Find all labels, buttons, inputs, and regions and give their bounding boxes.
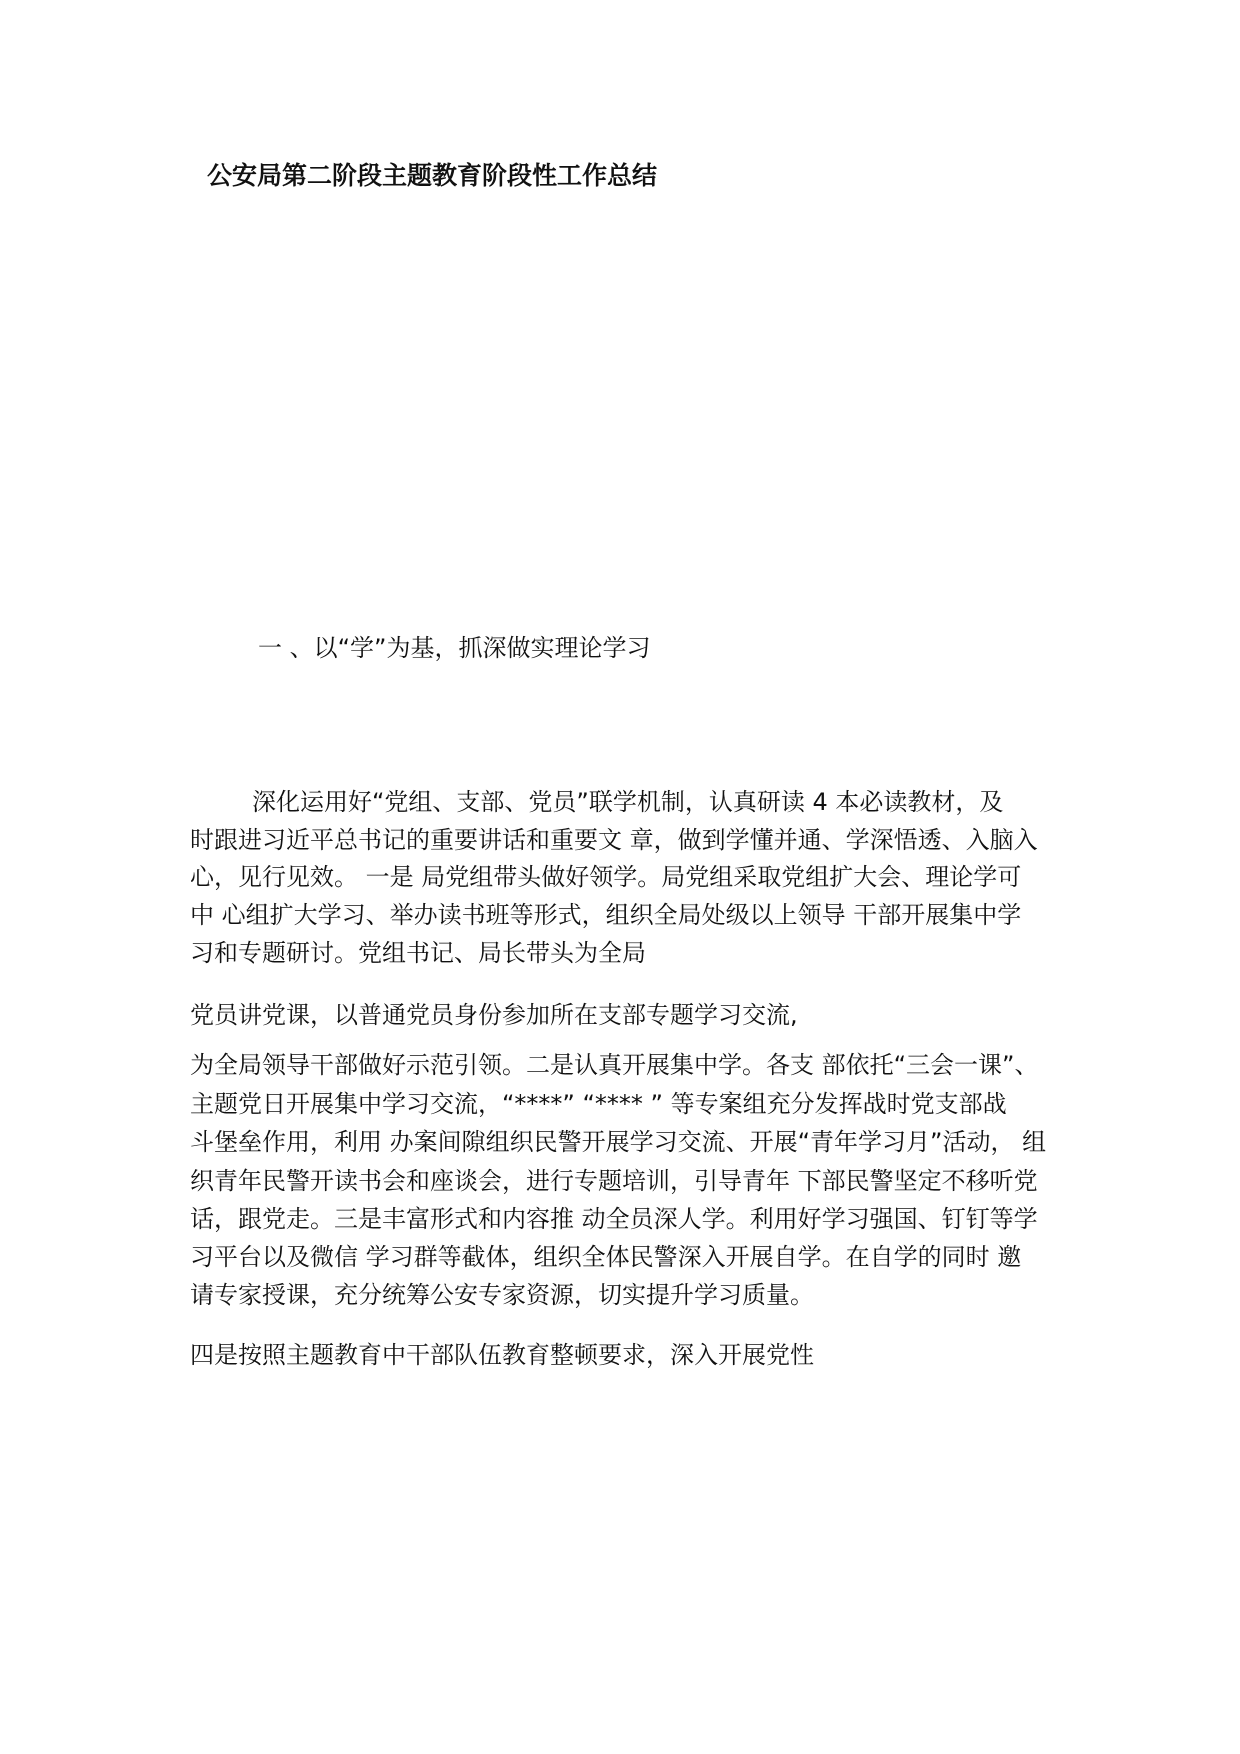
paragraph-3-line-4: 织青年民警开读书会和座谈会，进行专题培训，引导青年 下部民警坚定不移听党 [190,1167,1038,1195]
paragraph-1-line-5: 习和专题研讨。党组书记、局长带头为全局 [190,939,646,967]
paragraph-1-line-1: 深化运用好“党组、支部、党员”联学机制，认真研读 4 本必读教材，及 [252,788,1004,816]
paragraph-2-line-1: 党员讲党课，以普通党员身份参加所在支部专题学习交流, [190,1001,798,1029]
paragraph-3-line-6: 习平台以及微信 学习群等截体，组织全体民警深入开展自学。在自学的同时 邀 [190,1243,1022,1271]
paragraph-3-line-2: 主题党日开展集中学习交流，“****” “**** ” 等专案组充分发挥战时党支部战 [190,1090,1007,1118]
paragraph-3-line-3: 斗堡垒作用，利用 办案间隙组织民警开展学习交流、开展“青年学习月”活动， 组 [190,1128,1047,1156]
paragraph-3-line-1: 为全局领导干部做好示范引领。二是认真开展集中学。各支 部依托“三会一课”、 [190,1051,1039,1079]
document-title: 公安局第二阶段主题教育阶段性工作总结 [207,161,658,190]
paragraph-3-line-5: 话，跟党走。三是丰富形式和内容推 动全员深人学。利用好学习强国、钉钉等学 [190,1205,1038,1233]
section-heading: 一 、以“学”为基，抓深做实理论学习 [258,634,651,662]
paragraph-1-line-3: 心，见行见效。 一是 局党组带头做好领学。局党组采取党组扩大会、理论学可 [190,863,1022,891]
paragraph-3-line-7: 请专家授课，充分统筹公安专家资源，切实提升学习质量。 [190,1281,814,1309]
paragraph-1-line-4: 中 心组扩大学习、举办读书班等形式，组织全局处级以上领导 干部开展集中学 [190,901,1022,929]
paragraph-1-line-2: 时跟进习近平总书记的重要讲话和重要文 章，做到学懂并通、学深悟透、入脑入 [190,826,1038,854]
paragraph-4-line-1: 四是按照主题教育中干部队伍教育整顿要求，深入开展党性 [190,1341,814,1369]
